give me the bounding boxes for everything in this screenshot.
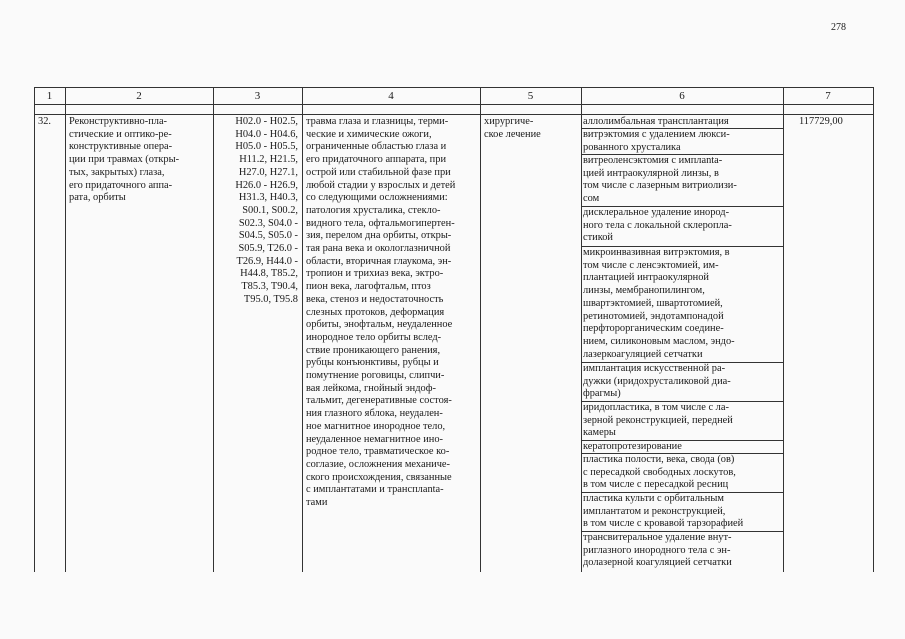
col-border-7 (873, 87, 874, 572)
method-item: иридопластика, в том числе с ла- зерной реконструкцией, передней камеры (583, 402, 733, 439)
row-number: 32. (38, 116, 51, 127)
col-border-0 (34, 87, 35, 572)
header-col-7: 7 (825, 90, 831, 102)
method-item: пластика полости, века, свода (ов) с пересадкой свободных лоскутов, в том числе с пересадкой ресниц (583, 454, 736, 491)
method-item: микроинвазивная витрэктомия, в том числе с ленсэктомией, им- плантацией интраокулярной линзы, мембранопилингом, швартэктомией, швартотомией, ретинотомией, эндотампонадой перфторорганическим соедине- нием, силиконовым маслом, эндо- лазеркоагуляцией сетчатки (583, 247, 735, 360)
method-item: витреоленсэктомия с имплanta- цией интраокулярной линзы, в том числе с лазерным витриолизи- сом (583, 155, 737, 205)
table-top-border (34, 87, 874, 88)
col-border-1 (65, 87, 66, 572)
method-item: пластика культи с орбитальным имплантатом и реконструкцией, в том числе с кровавой тарзорафией (583, 493, 744, 530)
method-item: дисклеральное удаление инород- ного тела с локальной склеропла- стикой (583, 207, 732, 244)
header-col-6: 6 (679, 90, 685, 102)
row-top-border (34, 114, 874, 115)
col-border-6 (783, 87, 784, 572)
icd-codes: H02.0 - H02.5, H04.0 - H04.6, H05.0 - H05.5, H11.2, H21.5, H27.0, H27.1, H26.0 - H26.9, H31.3, H40.3, S00.1, S00.2, S02.3, S04.0 - S04.5, S05.0 - S05.9, T26.0 - T26.9, H44.0 - H44.8, T85.2, T85.3, T90.4, T95.0, T95.8 (235, 116, 298, 305)
page-number: 278 (831, 22, 846, 33)
header-col-3: 3 (254, 90, 261, 102)
procedure-name: Реконструктивно-пла- стические и оптико-ре- конструктивные опера- ции при травмах (откры- тых, закрытых) глаза, его придаточного аппа- рата, орбиты (69, 116, 180, 204)
method-item: трансвитеральное удаление внут- риглазного инородного тела с эн- долазерной коагуляцией сетчатки (583, 532, 732, 569)
col-border-5 (581, 87, 582, 572)
method-item: кератопротезирование (583, 441, 682, 452)
col-border-3 (302, 87, 303, 572)
header-col-1: 1 (46, 90, 53, 102)
col-border-4 (480, 87, 481, 572)
header-col-5: 5 (527, 90, 534, 102)
method-item: имплантация искусственной ра- дужки (иридохрусталиковой диа- фрагмы) (583, 363, 731, 400)
header-col-4: 4 (388, 90, 394, 102)
treatment-type: хирургиче- ское лечение (484, 116, 541, 140)
header-bottom-border (34, 104, 874, 105)
cost-value: 117729,00 (799, 116, 843, 127)
diagnosis: травма глаза и глазницы, терми- ческие и химические ожоги, ограниченные областью глаза и его придаточного аппарата, при острой или стабильной фазе при любой стадии у взрослых и детей со следующими осложнениями: патология хрусталика, стекло- видного тела, офтальмогипертен- зия, перелом дна орбиты, откры- тая рана века и окологлазничной области, вторичная глаукома, эн- тропион и трихиаз века, эктро- пион века, лагофтальм, птоз века, стеноз и недостаточность слезных протоков, деформация орбиты, энофтальм, неудаленное инородное тело орбиты вслед- ствие проникающего ранения, рубцы конъюнктивы, рубцы и помутнение роговицы, слипчи- вая лейкома, гнойный эндоф- тальмит, дегенеративные состоя- ния глазного яблока, неудален- ное магнитное инородное тело, неудаленное немагнитное ино- родное тело, травматическое ко- соглазие, осложнения механиче- ского происхождения, связанные с имплантатами и трансплanta- тами (306, 116, 456, 509)
header-col-2: 2 (136, 90, 142, 102)
method-item: витрэктомия с удалением люкси- рованного хрусталика (583, 129, 730, 153)
method-item: аллолимбальная трансплантация (583, 116, 729, 127)
